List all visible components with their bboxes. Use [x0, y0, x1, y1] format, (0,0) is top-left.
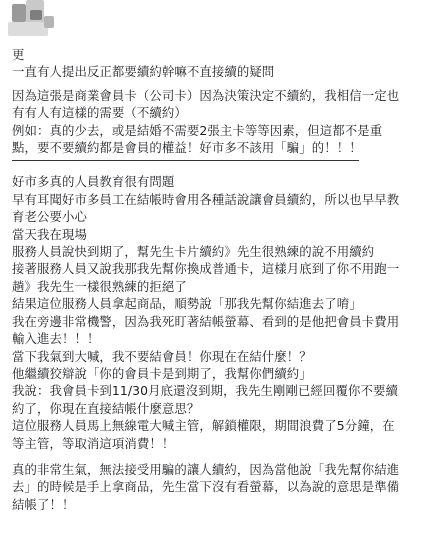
post-line: 點，要不要續約都是會員的權益！好市多不該用「騙」的！！！ [12, 140, 362, 156]
post-line: 一直有人提出反正都要續約幹嘛不直接續的疑問 [12, 64, 275, 80]
post-line: 更 [12, 47, 25, 62]
post-line: 結果這位服務人員拿起商品，順勢說「那我先幫你結進去了唷」 [12, 296, 362, 312]
post-line: 例如：真的少去，或是結婚不需要2張主卡等等因素，但這都不是重 [12, 122, 383, 138]
post-line: 有有人有這樣的需要（不續約） [12, 105, 187, 121]
blur-pixel [44, 16, 54, 28]
intro-paragraph [12, 46, 442, 81]
divider-line [12, 160, 359, 161]
post-body [12, 46, 442, 513]
post-line: 早有耳聞好市多員工在結帳時會用各種話說讓會員續約，所以也早早教 [12, 191, 400, 207]
post-line: 去」的時候是手上拿商品，先生當下沒有看螢幕，以為說的意思是準備 [12, 479, 400, 495]
conclusion-paragraph [12, 461, 442, 513]
blur-pixel [30, 10, 42, 20]
post-line: 接著服務人員又說我那我先幫你換成普通卡，這樣月底到了你不用跑一 [12, 261, 400, 277]
post-line: 我在旁邊非常機警，因為我死盯著結帳螢幕、看到的是他把會員卡費用 [12, 313, 400, 329]
post-line: 真的非常生氣，無法接受用騙的讓人續約，因為當他說「我先幫你結進 [12, 461, 400, 477]
post-line: 育老公要小心 [12, 209, 87, 225]
post-line: 他繼續狡辯說「你的會員卡是到期了，我幫你們續約」 [12, 365, 312, 381]
post-line: 因為這張是商業會員卡（公司卡）因為決策決定不續約，我相信一定也 [12, 87, 400, 103]
post-line: 當下我氣到大喊，我不要結會員！你現在在結什麼！？ [12, 348, 312, 364]
post-line: 約了，你現在直接結帳什麼意思？ [12, 400, 200, 416]
reason-paragraph [12, 87, 442, 157]
post-line: 結帳了！！ [12, 496, 75, 512]
post-line: 這位服務人員馬上無線電大喊主管，解鎖權限，期間浪費了5分鐘，在 [12, 418, 395, 434]
post-line: 好市多真的人員教育很有問題 [12, 174, 175, 190]
post-line: 服務人員說快到期了，幫先生卡片續約》先生很熟練的說不用續約 [12, 244, 375, 260]
blurred-avatar [0, 0, 60, 48]
post-line: 趟》我先生一樣很熟練的拒絕了 [12, 278, 187, 294]
post-line: 當天我在現場 [12, 226, 87, 242]
blur-pixel [12, 4, 26, 22]
blur-pixel [8, 22, 48, 36]
post-line: 等主管，等取消這項消費！！ [12, 435, 175, 451]
story-paragraph [12, 173, 442, 452]
post-line: 我說：我會員卡到11/30月底還沒到期，我先生剛剛已經回覆你不要續 [12, 383, 398, 399]
post-line: 輸入進去！！！ [12, 331, 100, 347]
